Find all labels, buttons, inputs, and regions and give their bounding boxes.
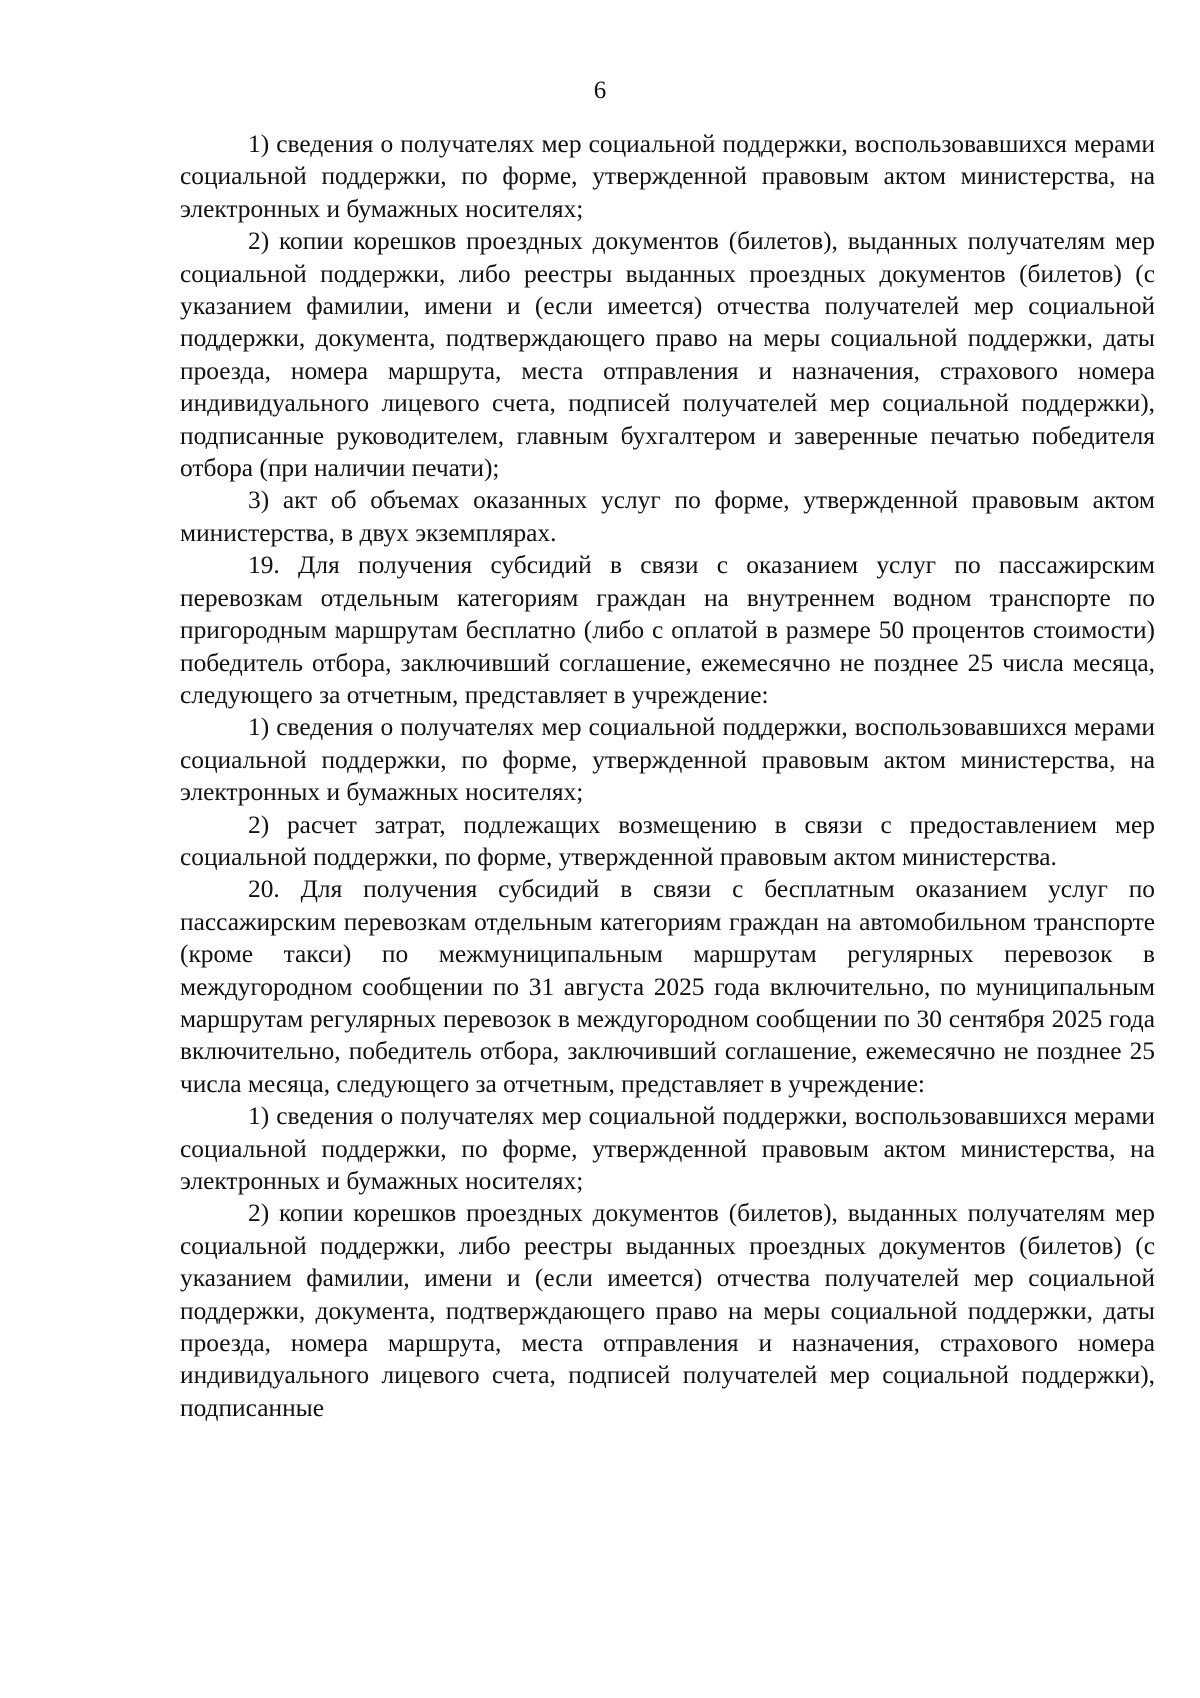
paragraph-item-2-ticket-copies: 2) копии корешков проездных документов (билетов), выданных получателям мер социальной поддержки, либо реестры выданных проездных документов (билетов) (с указанием фамилии, имени и (если имеется) отчества получателей мер социальной поддержки, документа, подтверждающего право на меры социальной поддержки, даты проезда, номера маршрута, места отправления и назначения, страхового номера индивидуального лицевого счета, подписей получателей мер социальной поддержки), подписанные руководителем, главным бухгалтером и заверенные печатью победителя отбора (при наличии печати);	[180, 227, 1155, 483]
paragraph-item-2-ticket-copies: 2) копии корешков проездных документов (билетов), выданных получателям мер социальной поддержки, либо реестры выданных проездных документов (билетов) (с указанием фамилии, имени и (если имеется) отчества получателей мер социальной поддержки, документа, подтверждающего право на меры социальной поддержки, даты проезда, номера маршрута, места отправления и назначения, страхового номера индивидуального лицевого счета, подписей получателей мер социальной поддержки), подписанные	[180, 1199, 1155, 1422]
paragraph-clause-19: 19. Для получения субсидий в связи с оказанием услуг по пассажирским перевозкам отдельным категориям граждан на внутреннем водном транспорте по пригородным маршрутам бесплатно (либо с оплатой в размере 50 процентов стоимости) победитель отбора, заключивший соглашение, ежемесячно не позднее 25 числа месяца, следующего за отчетным, представляет в учреждение:	[180, 551, 1155, 709]
document-body	[180, 128, 1155, 1424]
page-number: 6	[593, 77, 607, 104]
paragraph-item-2-cost-calculation: 2) расчет затрат, подлежащих возмещению в связи с предоставлением мер социальной поддержки, по форме, утвержденной правовым актом министерства.	[180, 810, 1155, 871]
paragraph-item-1-info-recipients: 1) сведения о получателях мер социальной поддержки, воспользовавшихся мерами социальной поддержки, по форме, утвержденной правовым актом министерства, на электронных и бумажных носителях;	[180, 130, 1155, 223]
paragraph-item-1-info-recipients: 1) сведения о получателях мер социальной поддержки, воспользовавшихся мерами социальной поддержки, по форме, утвержденной правовым актом министерства, на электронных и бумажных носителях;	[180, 713, 1155, 807]
paragraph-clause-20: 20. Для получения субсидий в связи с бесплатным оказанием услуг по пассажирским перевозкам отдельным категориям граждан на автомобильном транспорте (кроме такси) по межмуниципальным маршрутам регулярных перевозок в междугородном сообщении по 31 августа 2025 года включительно, по муниципальным маршрутам регулярных перевозок в междугородном сообщении по 30 сентября 2025 года включительно, победитель отбора, заключивший соглашение, ежемесячно не позднее 25 числа месяца, следующего за отчетным, представляет в учреждение:	[180, 875, 1155, 1098]
paragraph-item-3-services-act: 3) акт об объемах оказанных услуг по форме, утвержденной правовым актом министерства, в двух экземплярах.	[180, 486, 1155, 547]
paragraph-item-1-info-recipients: 1) сведения о получателях мер социальной поддержки, воспользовавшихся мерами социальной поддержки, по форме, утвержденной правовым актом министерства, на электронных и бумажных носителях;	[180, 1102, 1155, 1195]
